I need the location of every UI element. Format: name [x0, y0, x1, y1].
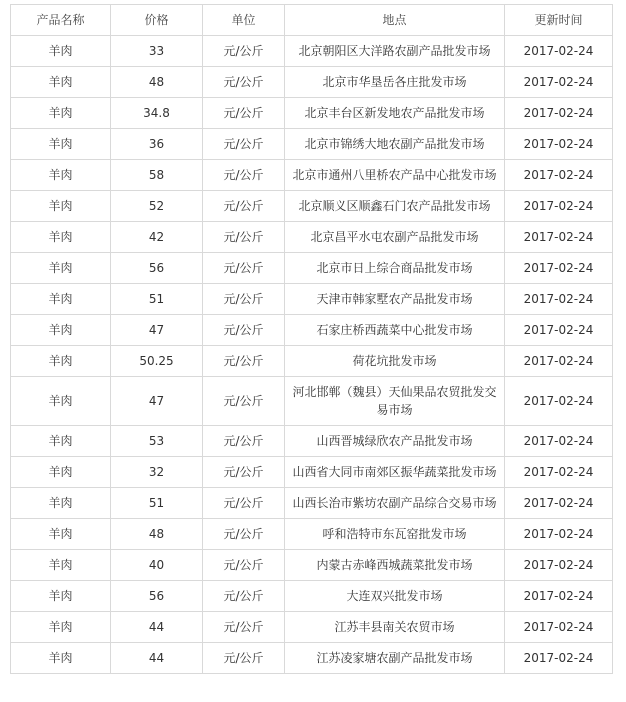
cell-unit: 元/公斤 [203, 612, 285, 643]
header-price: 价格 [111, 5, 203, 36]
cell-price: 56 [111, 253, 203, 284]
cell-price: 33 [111, 36, 203, 67]
cell-location: 荷花坑批发市场 [285, 346, 505, 377]
table-row [11, 612, 613, 643]
table-header-row [11, 5, 613, 36]
cell-product-name: 羊肉 [11, 346, 111, 377]
cell-update-time: 2017-02-24 [505, 581, 613, 612]
cell-update-time: 2017-02-24 [505, 129, 613, 160]
cell-unit: 元/公斤 [203, 550, 285, 581]
cell-product-name: 羊肉 [11, 581, 111, 612]
cell-price: 47 [111, 315, 203, 346]
cell-product-name: 羊肉 [11, 550, 111, 581]
table-row [11, 377, 613, 426]
table-row [11, 98, 613, 129]
header-unit: 单位 [203, 5, 285, 36]
cell-update-time: 2017-02-24 [505, 426, 613, 457]
cell-product-name: 羊肉 [11, 612, 111, 643]
cell-location: 山西省大同市南郊区振华蔬菜批发市场 [285, 457, 505, 488]
cell-update-time: 2017-02-24 [505, 519, 613, 550]
header-update-time: 更新时间 [505, 5, 613, 36]
cell-location: 北京市锦绣大地农副产品批发市场 [285, 129, 505, 160]
cell-price: 53 [111, 426, 203, 457]
cell-location: 北京市通州八里桥农产品中心批发市场 [285, 160, 505, 191]
cell-location: 江苏丰县南关农贸市场 [285, 612, 505, 643]
cell-product-name: 羊肉 [11, 253, 111, 284]
cell-location: 呼和浩特市东瓦窑批发市场 [285, 519, 505, 550]
cell-price: 47 [111, 377, 203, 426]
cell-price: 52 [111, 191, 203, 222]
cell-update-time: 2017-02-24 [505, 488, 613, 519]
cell-unit: 元/公斤 [203, 222, 285, 253]
header-location: 地点 [285, 5, 505, 36]
table-row [11, 346, 613, 377]
cell-product-name: 羊肉 [11, 222, 111, 253]
table-row [11, 315, 613, 346]
cell-product-name: 羊肉 [11, 129, 111, 160]
cell-unit: 元/公斤 [203, 519, 285, 550]
cell-product-name: 羊肉 [11, 377, 111, 426]
cell-product-name: 羊肉 [11, 284, 111, 315]
cell-unit: 元/公斤 [203, 129, 285, 160]
cell-location: 内蒙古赤峰西城蔬菜批发市场 [285, 550, 505, 581]
cell-unit: 元/公斤 [203, 253, 285, 284]
cell-product-name: 羊肉 [11, 67, 111, 98]
cell-update-time: 2017-02-24 [505, 160, 613, 191]
cell-unit: 元/公斤 [203, 315, 285, 346]
cell-update-time: 2017-02-24 [505, 457, 613, 488]
cell-update-time: 2017-02-24 [505, 346, 613, 377]
table-row [11, 160, 613, 191]
cell-update-time: 2017-02-24 [505, 191, 613, 222]
table-row [11, 253, 613, 284]
cell-price: 40 [111, 550, 203, 581]
table-row [11, 129, 613, 160]
cell-location: 北京丰台区新发地农产品批发市场 [285, 98, 505, 129]
cell-update-time: 2017-02-24 [505, 550, 613, 581]
cell-price: 48 [111, 519, 203, 550]
cell-unit: 元/公斤 [203, 581, 285, 612]
cell-unit: 元/公斤 [203, 377, 285, 426]
table-row [11, 67, 613, 98]
cell-update-time: 2017-02-24 [505, 377, 613, 426]
cell-location: 北京朝阳区大洋路农副产品批发市场 [285, 36, 505, 67]
cell-unit: 元/公斤 [203, 36, 285, 67]
cell-location: 天津市韩家墅农产品批发市场 [285, 284, 505, 315]
table-row [11, 36, 613, 67]
table-row [11, 643, 613, 674]
cell-price: 36 [111, 129, 203, 160]
cell-price: 51 [111, 488, 203, 519]
cell-product-name: 羊肉 [11, 488, 111, 519]
cell-location: 北京市日上综合商品批发市场 [285, 253, 505, 284]
cell-product-name: 羊肉 [11, 457, 111, 488]
cell-product-name: 羊肉 [11, 191, 111, 222]
cell-product-name: 羊肉 [11, 315, 111, 346]
table-row [11, 457, 613, 488]
cell-unit: 元/公斤 [203, 457, 285, 488]
table-row [11, 222, 613, 253]
cell-product-name: 羊肉 [11, 36, 111, 67]
cell-product-name: 羊肉 [11, 426, 111, 457]
cell-location: 山西长治市紫坊农副产品综合交易市场 [285, 488, 505, 519]
cell-unit: 元/公斤 [203, 284, 285, 315]
cell-unit: 元/公斤 [203, 426, 285, 457]
cell-location: 北京昌平水屯农副产品批发市场 [285, 222, 505, 253]
cell-price: 56 [111, 581, 203, 612]
table-row [11, 426, 613, 457]
cell-update-time: 2017-02-24 [505, 612, 613, 643]
cell-price: 44 [111, 643, 203, 674]
cell-product-name: 羊肉 [11, 519, 111, 550]
cell-update-time: 2017-02-24 [505, 98, 613, 129]
cell-location: 石家庄桥西蔬菜中心批发市场 [285, 315, 505, 346]
cell-price: 51 [111, 284, 203, 315]
cell-location: 北京顺义区顺鑫石门农产品批发市场 [285, 191, 505, 222]
price-table-container [10, 4, 612, 674]
cell-unit: 元/公斤 [203, 98, 285, 129]
cell-update-time: 2017-02-24 [505, 643, 613, 674]
cell-unit: 元/公斤 [203, 67, 285, 98]
cell-unit: 元/公斤 [203, 643, 285, 674]
table-row [11, 284, 613, 315]
table-row [11, 550, 613, 581]
cell-price: 42 [111, 222, 203, 253]
cell-update-time: 2017-02-24 [505, 284, 613, 315]
cell-price: 32 [111, 457, 203, 488]
cell-price: 58 [111, 160, 203, 191]
cell-unit: 元/公斤 [203, 488, 285, 519]
table-row [11, 519, 613, 550]
cell-unit: 元/公斤 [203, 346, 285, 377]
cell-unit: 元/公斤 [203, 191, 285, 222]
cell-location: 大连双兴批发市场 [285, 581, 505, 612]
cell-location: 河北邯郸（魏县）天仙果品农贸批发交易市场 [285, 377, 505, 426]
price-table [10, 4, 613, 674]
cell-product-name: 羊肉 [11, 160, 111, 191]
cell-product-name: 羊肉 [11, 643, 111, 674]
cell-unit: 元/公斤 [203, 160, 285, 191]
cell-location: 江苏凌家塘农副产品批发市场 [285, 643, 505, 674]
cell-price: 48 [111, 67, 203, 98]
table-row [11, 191, 613, 222]
table-row [11, 488, 613, 519]
cell-price: 50.25 [111, 346, 203, 377]
cell-update-time: 2017-02-24 [505, 36, 613, 67]
cell-update-time: 2017-02-24 [505, 315, 613, 346]
cell-price: 34.8 [111, 98, 203, 129]
cell-location: 北京市华垦岳各庄批发市场 [285, 67, 505, 98]
cell-location: 山西晋城绿欣农产品批发市场 [285, 426, 505, 457]
header-product-name: 产品名称 [11, 5, 111, 36]
cell-update-time: 2017-02-24 [505, 222, 613, 253]
cell-update-time: 2017-02-24 [505, 253, 613, 284]
cell-price: 44 [111, 612, 203, 643]
cell-product-name: 羊肉 [11, 98, 111, 129]
cell-update-time: 2017-02-24 [505, 67, 613, 98]
table-row [11, 581, 613, 612]
